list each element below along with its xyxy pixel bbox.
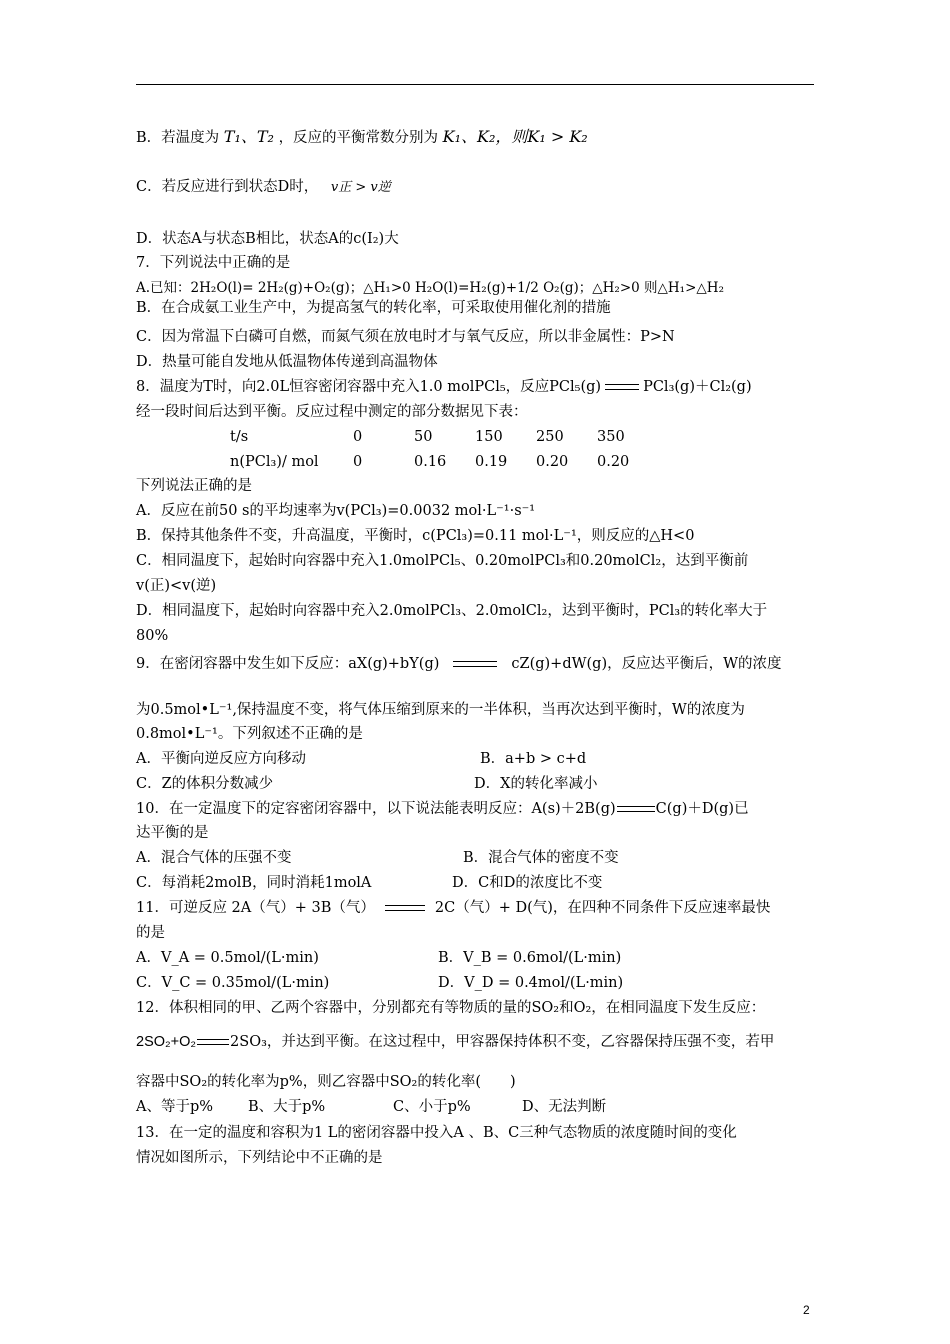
text: 8．温度为T时，向2.0L恒容密闭容器中充入1.0 molPCl₅，反应PCl₅(g) (136, 379, 602, 395)
question-8 (136, 377, 752, 397)
table-cell: 0.19 (475, 454, 508, 470)
q10-option-d: D．C和D的浓度比不变 (452, 875, 603, 891)
math-text: T₁、T₂ (223, 127, 274, 146)
table-cell: n(PCl₃)/ mol (230, 454, 319, 470)
q9-option-a: A．平衡向逆反应方向移动 (136, 751, 306, 767)
q10-option-a: A．混合气体的压强不变 (136, 850, 292, 866)
question-9 (136, 654, 782, 674)
option-b-line (136, 127, 588, 148)
option-d-line: D．状态A与状态B相比，状态A的c(I₂)大 (136, 231, 399, 247)
text: C．若反应进行到状态D时， (136, 179, 319, 195)
text: 10．在一定温度下的定容密闭容器中，以下说法能表明反应：A(s)＋2B(g) (136, 801, 616, 817)
q8-prompt: 下列说法正确的是 (136, 478, 252, 494)
q8-option-d-cont: 80% (136, 628, 169, 644)
q11-option-b: B．V_B = 0.6mol/(L·min) (438, 950, 622, 966)
header-rule (136, 84, 814, 85)
text: 11．可逆反应 2A（气）+ 3B（气） (136, 900, 375, 916)
question-9-line2: 为0.5mol•L⁻¹,保持温度不变，将气体压缩到原来的一半体积，当再次达到平衡时，W的浓度为 (136, 702, 745, 718)
table-cell: 150 (475, 429, 503, 445)
q8-option-a: A．反应在前50 s的平均速率为v(PCl₃)=0.0032 mol·L⁻¹·s⁻¹ (136, 503, 536, 519)
text: C(g)＋D(g)已 (655, 801, 749, 817)
q11-option-d: D．V_D = 0.4mol/(L·min) (438, 975, 624, 991)
q12-option-b: B、大于p% (248, 1099, 326, 1115)
question-13-line2: 情况如图所示，下列结论中不正确的是 (136, 1150, 383, 1166)
q8-option-d: D．相同温度下，起始时向容器中充入2.0molPCl₃、2.0molCl₂，达到平衡时，PCl₃的转化率大于 (136, 603, 768, 619)
q7-option-b: B．在合成氨工业生产中，为提高氢气的转化率，可采取使用催化剂的措施 (136, 300, 611, 316)
q7-option-c: C．因为常温下白磷可自燃，而氮气须在放电时才与氧气反应，所以非金属性：P>N (136, 329, 675, 345)
q8-option-b: B．保持其他条件不变，升高温度，平衡时，c(PCl₃)=0.11 mol·L⁻¹，则反应的△H<0 (136, 528, 695, 544)
math-text: v正 > v逆 (330, 180, 391, 195)
table-cell: 350 (597, 429, 625, 445)
question-7: 7．下列说法中正确的是 (136, 255, 291, 271)
question-12-line3: 容器中SO₂的转化率为p%，则乙容器中SO₂的转化率( ) (136, 1074, 516, 1090)
equilibrium-arrow-icon (197, 1037, 229, 1047)
text: 9．在密闭容器中发生如下反应：aX(g)+bY(g) (136, 656, 440, 672)
table-cell: 50 (414, 429, 433, 445)
table-cell: 0.20 (597, 454, 630, 470)
equilibrium-arrow-icon (385, 903, 425, 913)
text: PCl₃(g)＋Cl₂(g) (643, 379, 752, 395)
table-cell: t/s (230, 429, 249, 445)
question-8-line2: 经一段时间后达到平衡。反应过程中测定的部分数据见下表： (136, 404, 528, 420)
q11-option-a: A．V_A = 0.5mol/(L·min) (136, 950, 319, 966)
equilibrium-arrow-icon (605, 382, 639, 392)
page-number: 2 (803, 1303, 810, 1317)
table-cell: 0 (353, 454, 363, 470)
q12-option-d: D、无法判断 (522, 1099, 607, 1115)
question-10 (136, 799, 749, 819)
question-12: 12．体积相同的甲、乙两个容器中，分别都充有等物质的量的SO₂和O₂，在相同温度下发生反应： (136, 1000, 766, 1016)
q10-option-b: B．混合气体的密度不变 (463, 850, 619, 866)
q9-option-c: C．Z的体积分数减少 (136, 776, 274, 792)
option-c-line (136, 177, 391, 198)
q10-option-c: C．每消耗2molB，同时消耗1molA (136, 875, 372, 891)
question-11 (136, 898, 770, 918)
table-cell: 250 (536, 429, 564, 445)
text: B．若温度为 (136, 130, 220, 146)
q7-option-a: A.已知：2H₂O(l)= 2H₂(g)+O₂(g)；△H₁>0 H₂O(l)=H₂(g)+1/2 O₂(g)；△H₂>0 则△H₁>△H₂ (136, 280, 724, 296)
q9-option-b: B．a+b > c+d (480, 751, 587, 767)
equilibrium-arrow-icon (453, 659, 497, 669)
question-9-line3: 0.8mol•L⁻¹。下列叙述不正确的是 (136, 726, 363, 742)
q12-option-a: A、等于p% (136, 1099, 214, 1115)
text: 2SO₃，并达到平衡。在这过程中，甲容器保持体积不变，乙容器保持压强不变，若甲 (230, 1034, 775, 1050)
table-cell: 0.16 (414, 454, 447, 470)
text: 2C（气）+ D(气)，在四种不同条件下反应速率最快 (434, 900, 771, 916)
question-10-line2: 达平衡的是 (136, 825, 209, 841)
question-12-line2 (136, 1032, 774, 1052)
q8-option-c-cont: v(正)<v(逆) (136, 578, 217, 594)
q11-option-c: C．V_C = 0.35mol/(L·min) (136, 975, 330, 991)
q7-option-d: D．热量可能自发地从低温物体传递到高温物体 (136, 354, 438, 370)
table-cell: 0 (353, 429, 363, 445)
question-11-line2: 的是 (136, 925, 165, 941)
text: cZ(g)+dW(g)，反应达平衡后，W的浓度 (511, 656, 782, 672)
question-13: 13．在一定的温度和容积为1 L的密闭容器中投入A 、B、C三种气态物质的浓度随时间的变化 (136, 1125, 737, 1141)
equilibrium-arrow-icon (617, 804, 655, 814)
q9-option-d: D．X的转化率减小 (474, 776, 598, 792)
q8-option-c: C．相同温度下，起始时向容器中充入1.0molPCl₅、0.20molPCl₃和0.20molCl₂，达到平衡前 (136, 553, 749, 569)
text: ，反应的平衡常数分别为 (278, 130, 439, 146)
q12-option-c: C、小于p% (393, 1099, 471, 1115)
math-text: K₁、K₂，则K₁ > K₂ (442, 127, 588, 146)
text: 2SO₂+O₂ (136, 1034, 197, 1050)
table-cell: 0.20 (536, 454, 569, 470)
